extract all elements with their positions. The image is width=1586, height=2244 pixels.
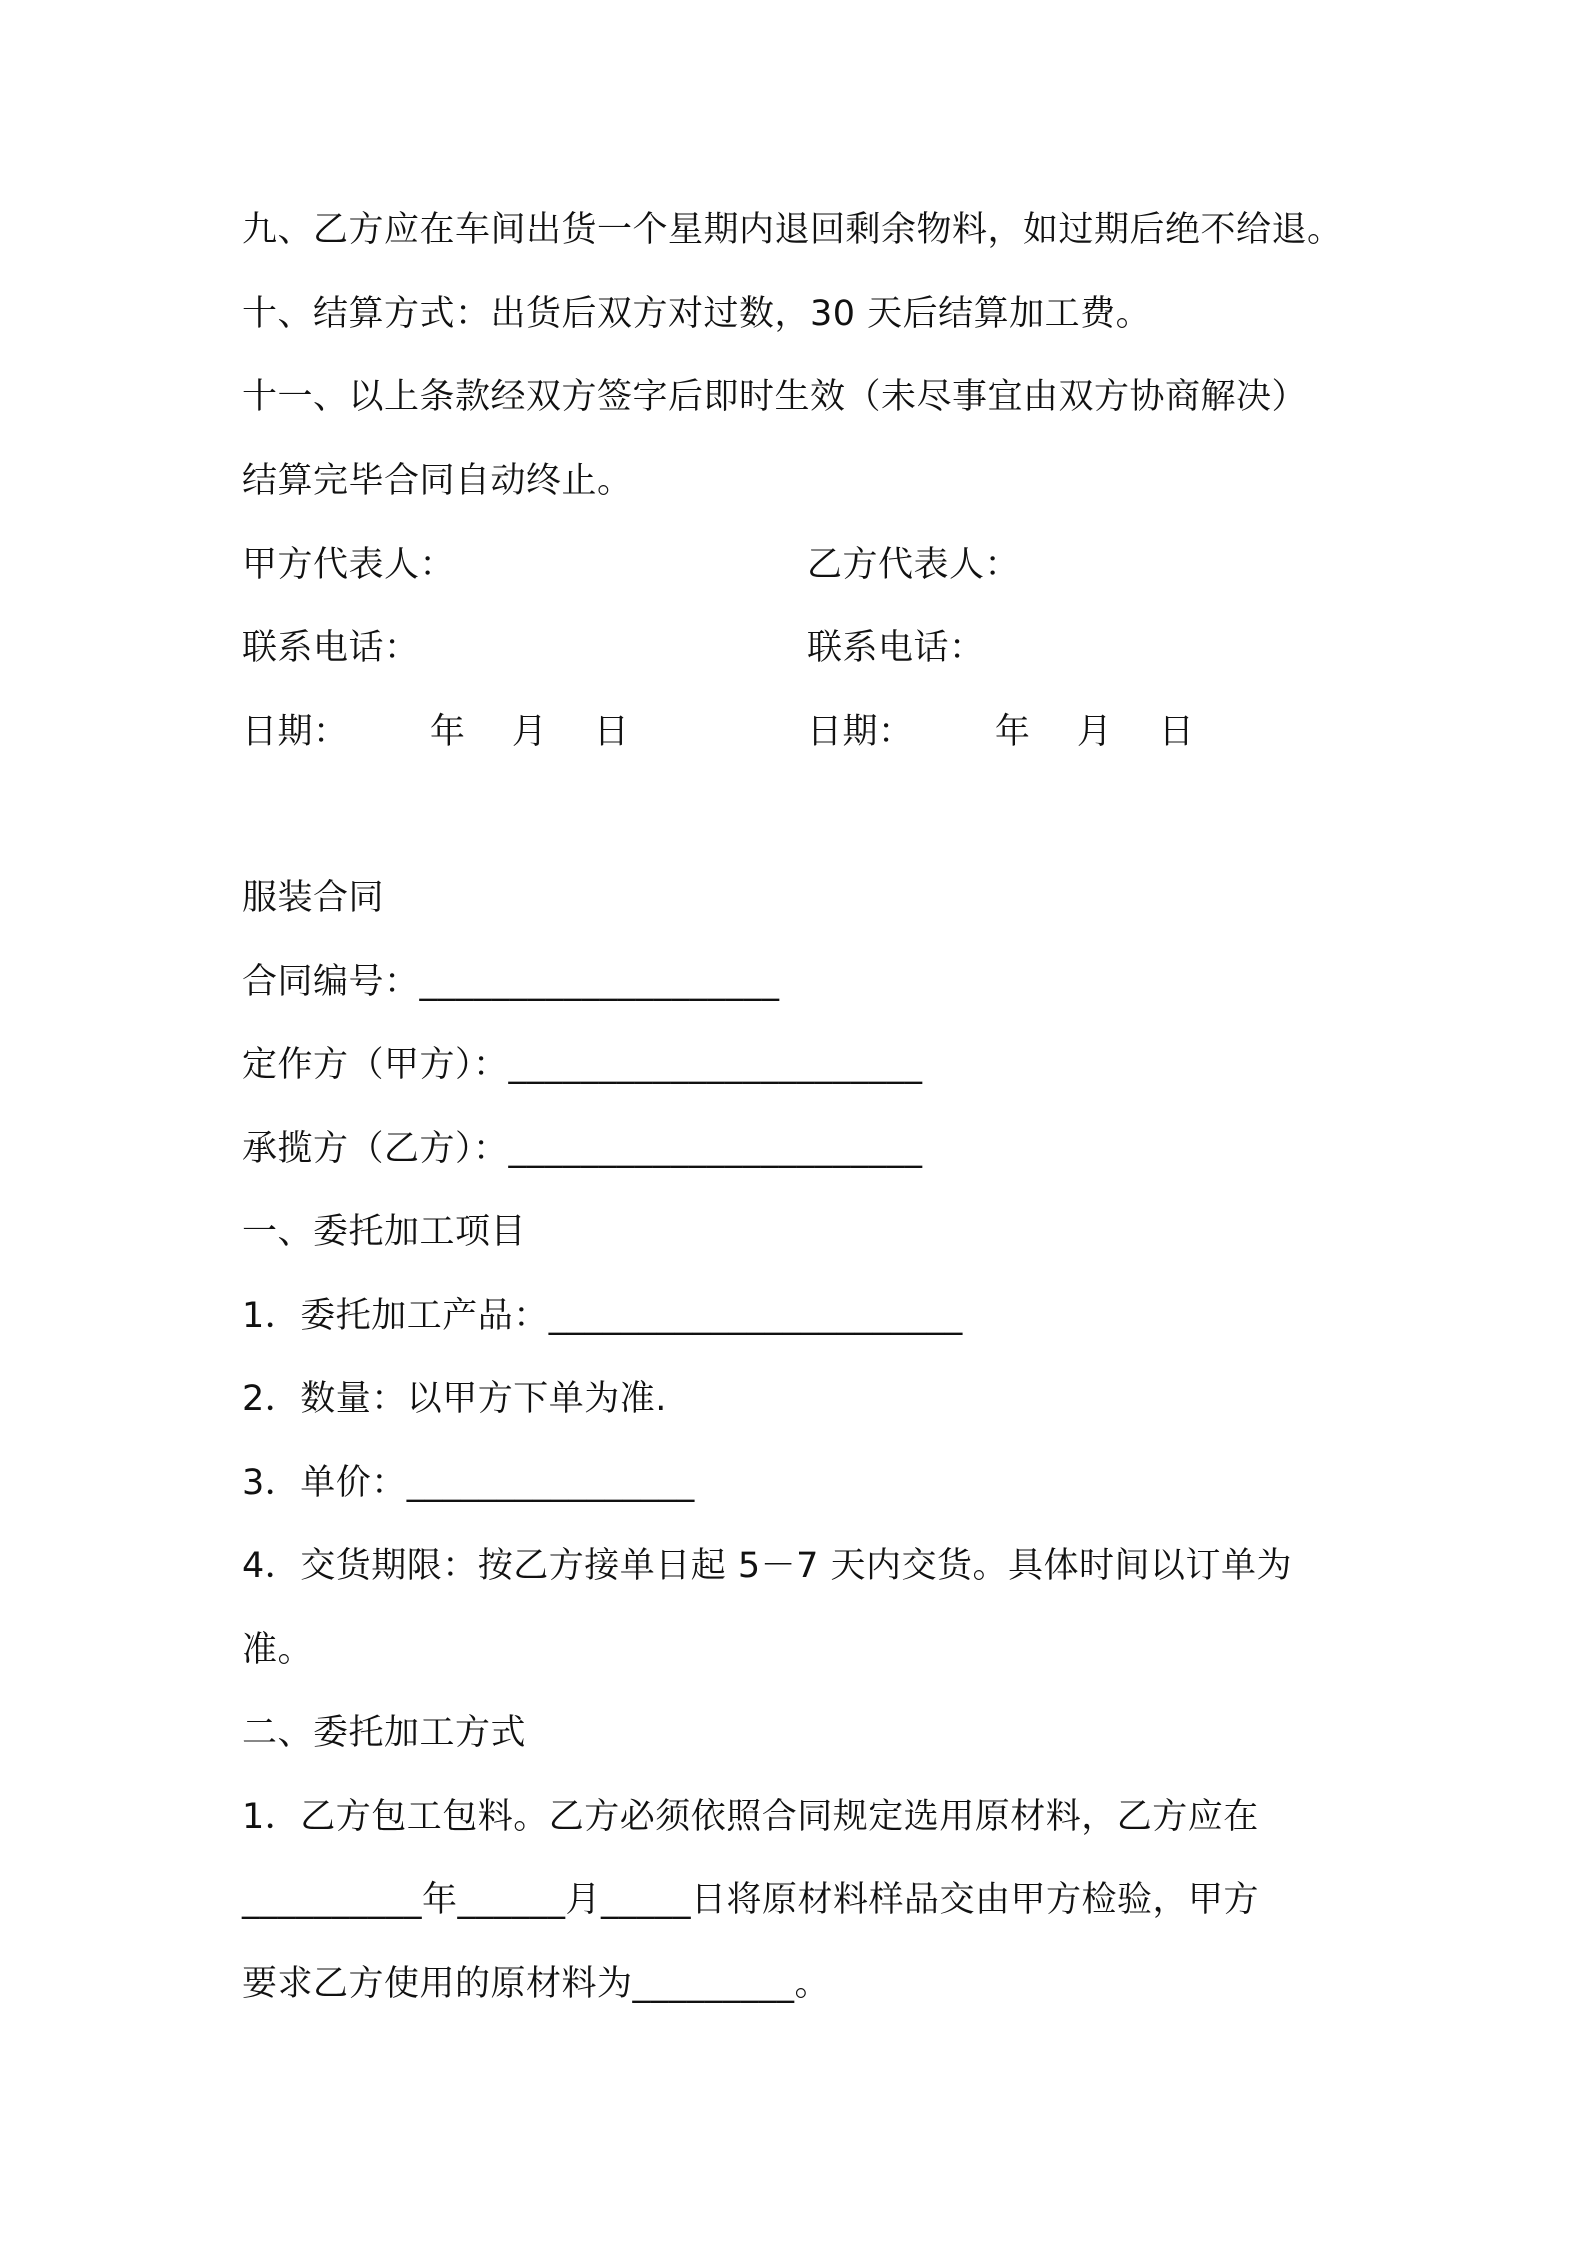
section-1-item-4-line-1: 4．交货期限：按乙方接单日起 5－7 天内交货。具体时间以订单为	[242, 1546, 1293, 1586]
party-a-representative: 甲方代表人：	[242, 545, 456, 585]
party-a-date: 日期： 年 月 日	[242, 712, 630, 752]
section-2-item-1-line-1: 1．乙方包工包料。乙方必须依照合同规定选用原材料，乙方应在	[242, 1797, 1259, 1837]
party-b-representative: 乙方代表人：	[807, 545, 1021, 585]
section-2-item-1-line-3: 要求乙方使用的原材料为_________。	[242, 1964, 831, 2004]
clause-9: 九、乙方应在车间出货一个星期内退回剩余物料，如过期后绝不给退。	[242, 210, 1343, 250]
section-1-item-1: 1．委托加工产品：_______________________	[242, 1296, 963, 1336]
section-2-item-1-line-2: __________年______月_____日将原材料样品交由甲方检验，甲方	[242, 1880, 1260, 1920]
clause-10: 十、结算方式：出货后双方对过数，30 天后结算加工费。	[242, 294, 1152, 334]
clause-11-line-2: 结算完毕合同自动终止。	[242, 461, 633, 501]
section-1-item-2: 2．数量：以甲方下单为准.	[242, 1379, 667, 1419]
party-b-field: 承揽方（乙方）：_______________________	[242, 1129, 923, 1169]
section-2-heading: 二、委托加工方式	[242, 1713, 527, 1753]
contract-title: 服装合同	[242, 878, 385, 918]
section-1-item-4-line-2: 准。	[242, 1630, 314, 1670]
contract-number: 合同编号：____________________	[242, 962, 780, 1002]
section-1-heading: 一、委托加工项目	[242, 1212, 527, 1252]
party-a-phone: 联系电话：	[242, 628, 420, 668]
party-b-phone: 联系电话：	[807, 628, 985, 668]
party-b-date: 日期： 年 月 日	[807, 712, 1195, 752]
party-a-field: 定作方（甲方）：_______________________	[242, 1045, 923, 1085]
clause-11-line-1: 十一、以上条款经双方签字后即时生效（未尽事宜由双方协商解决）	[242, 377, 1308, 417]
section-1-item-3: 3．单价：________________	[242, 1463, 695, 1503]
